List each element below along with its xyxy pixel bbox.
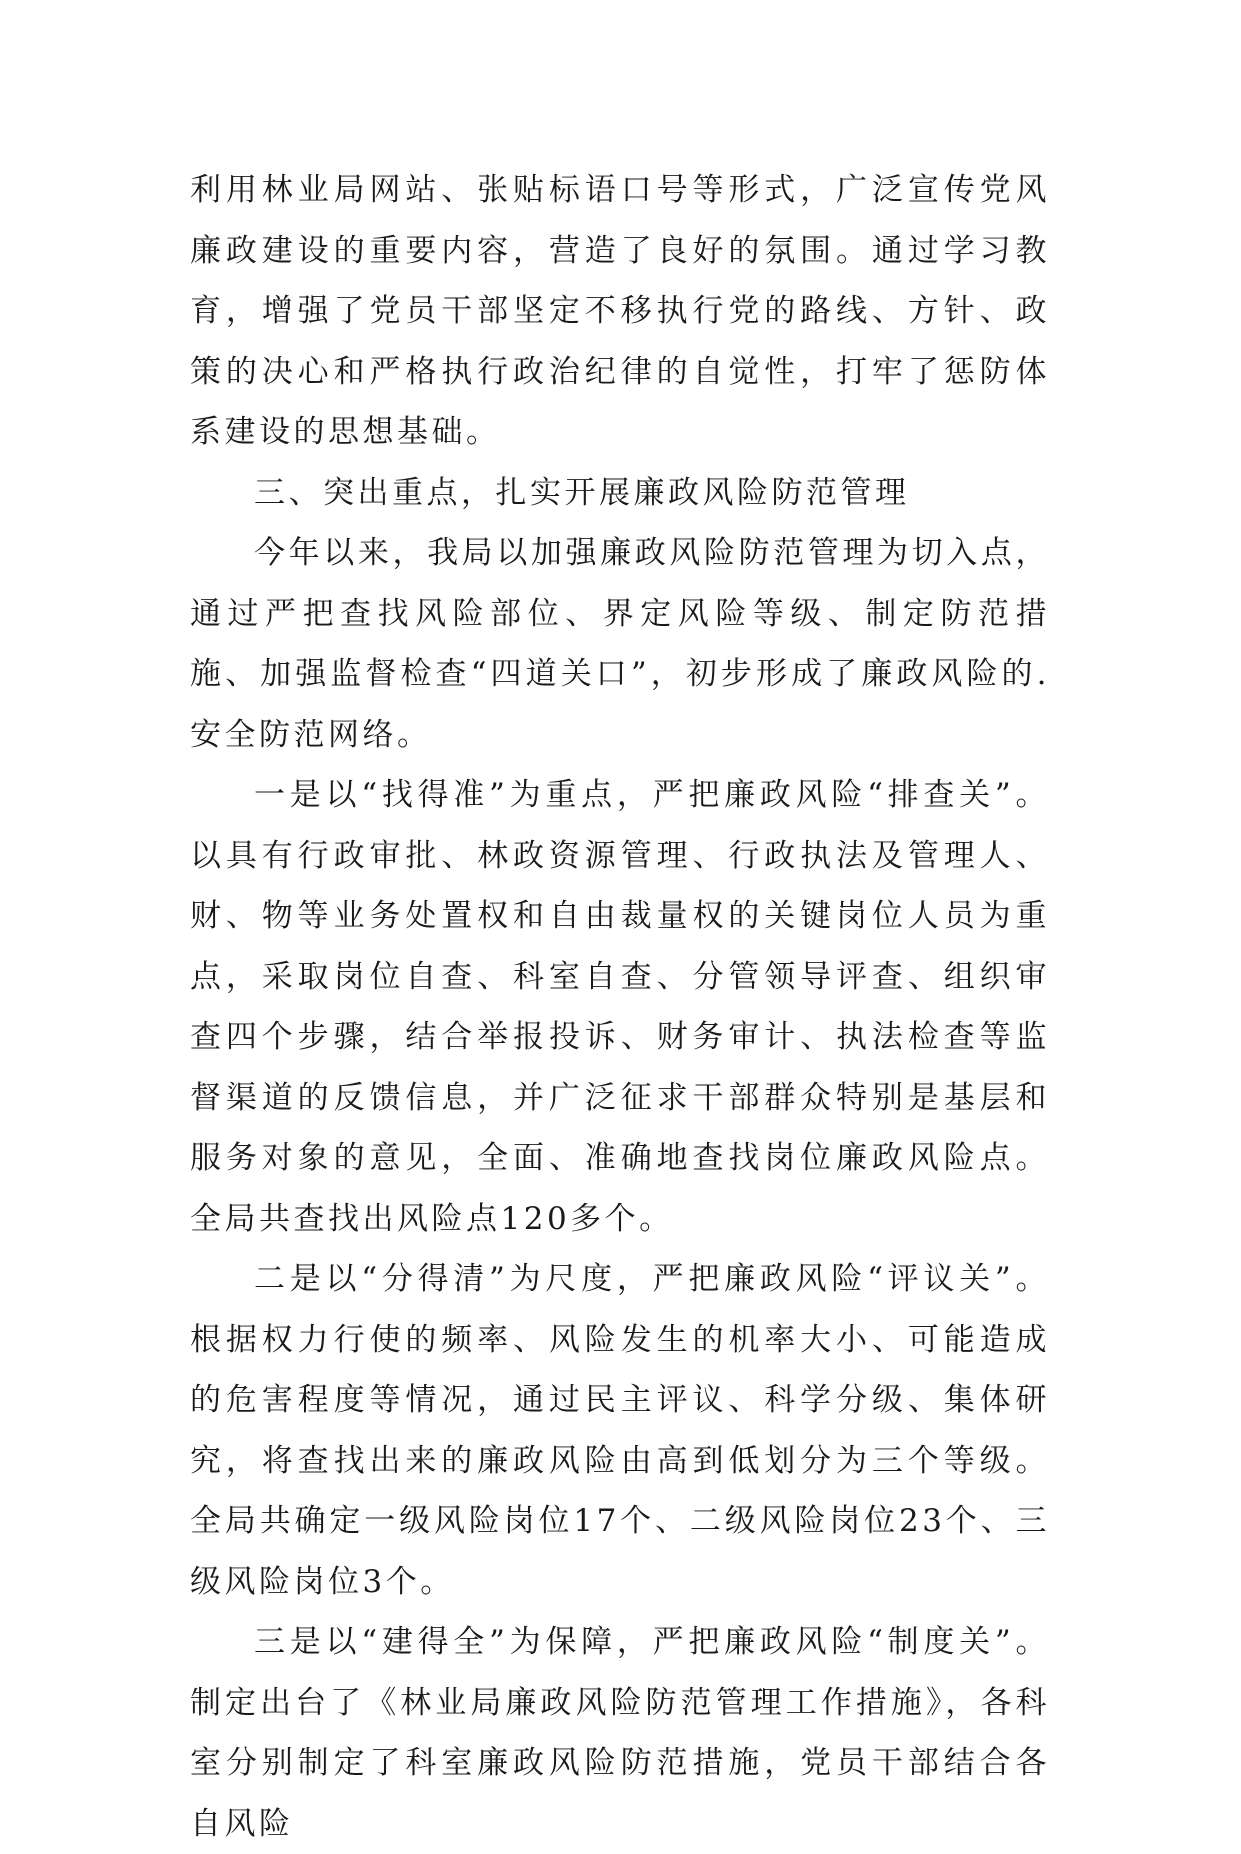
document-body — [190, 160, 1050, 1854]
paragraph-investigation-checkpoint: 一是以“找得准”为重点，严把廉政风险“排查关”。以具有行政审批、林政资源管理、行政执法及管理人、财、物等业务处置权和自由裁量权的关键岗位人员为重点，采取岗位自查、科室自查、分管领导评查、组织审查四个步骤，结合举报投诉、财务审计、执法检查等监督渠道的反馈信息，并广泛征求干部群众特别是基层和服务对象的意见，全面、准确地查找岗位廉政风险点。全局共查找出风险点120多个。 — [190, 777, 1050, 1237]
paragraph-evaluation-checkpoint: 二是以“分得清”为尺度，严把廉政风险“评议关”。根据权力行使的频率、风险发生的机率大小、可能造成的危害程度等情况，通过民主评议、科学分级、集体研究，将查找出来的廉政风险由高到低划分为三个等级。全局共确定一级风险岗位17个、二级风险岗位23个、三级风险岗位3个。 — [190, 1261, 1050, 1600]
paragraph-publicity-summary: 利用林业局网站、张贴标语口号等形式，广泛宣传党风廉政建设的重要内容，营造了良好的氛围。通过学习教育，增强了党员干部坚定不移执行党的路线、方针、政策的决心和严格执行政治纪律的自觉性，打牢了惩防体系建设的思想基础。 — [190, 172, 1050, 450]
paragraph-risk-overview: 今年以来，我局以加强廉政风险防范管理为切入点，通过严把查找风险部位、界定风险等级、制定防范措施、加强监督检查“四道关口”，初步形成了廉政风险的.安全防范网络。 — [190, 535, 1050, 753]
paragraph-system-checkpoint: 三是以“建得全”为保障，严把廉政风险“制度关”。制定出台了《林业局廉政风险防范管理工作措施》，各科室分别制定了科室廉政风险防范措施，党员干部结合各自风险 — [190, 1624, 1050, 1842]
section-heading-risk-management: 三、突出重点，扎实开展廉政风险防范管理 — [254, 474, 910, 511]
